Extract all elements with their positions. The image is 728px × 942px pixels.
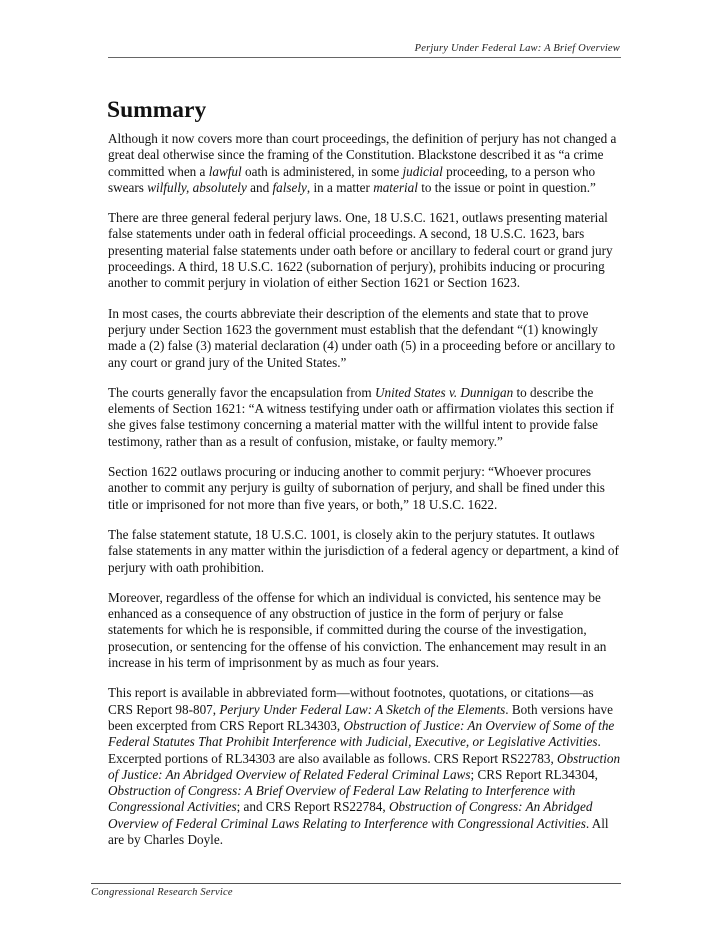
emphasis-judicial: judicial xyxy=(402,163,443,179)
header-rule xyxy=(108,57,621,58)
report-title: Perjury Under Federal Law: A Sketch of the Elements xyxy=(219,701,506,717)
text-run: . Excerpted portions of RL34303 are also available as follows. CRS Report RS22783, xyxy=(108,734,601,766)
paragraph-dunnigan xyxy=(108,385,621,450)
text-run: oath is administered, in some xyxy=(241,163,403,179)
text-run: to the issue or point in question.” xyxy=(417,179,596,195)
case-name: United States v. Dunnigan xyxy=(374,384,514,400)
text-run: proceeding, to a person who swears xyxy=(108,163,596,195)
paragraph-sentence-enhancement: Moreover, regardless of the offense for which an individual is convicted, his sentence may be enhanced as a consequence of any obstruction of justice in the form of perjury or false statements for which he is responsible, if committed during the course of the investigation, prosecution, or sentencing for the offense of his conviction. The enhancement may result in an increase in his term of imprisonment by as much as four years. xyxy=(108,589,607,671)
running-footer: Congressional Research Service xyxy=(91,887,233,898)
text-run: This report is available in abbreviated form—without footnotes, quotations, or citations—as CRS Report 98-807, xyxy=(108,685,594,717)
paragraph-blackstone-definition xyxy=(108,131,621,196)
running-header: Perjury Under Federal Law: A Brief Overview xyxy=(414,43,620,54)
text-run: . Both versions have been excerpted from CRS Report RL34303, xyxy=(108,701,613,733)
report-title: Obstruction of Justice: An Abridged Overview of Related Federal Criminal Laws xyxy=(108,750,621,782)
text-run: ; and CRS Report RS22784, xyxy=(236,799,389,815)
paragraph-section-1623-elements: In most cases, the courts abbreviate their description of the elements and state that to prove perjury under Section 1623 the government must establish that the defendant “(1) knowingly made a (2) false (3) material declaration (4) under oath (5) in a proceeding before or ancillary to any court or grand jury of the United States.” xyxy=(108,305,616,370)
text-run: The courts generally favor the encapsulation from xyxy=(108,384,375,400)
footer-rule xyxy=(91,883,621,884)
emphasis-material: material xyxy=(373,179,418,195)
text-run: to describe the elements of Section 1621: “A witness testifying under oath or affirmation violates this section if she gives false testimony concerning a material matter with the willful intent to provide false testimony, rather than as a result of confusion, mistake, or faulty memory.” xyxy=(108,384,614,449)
emphasis-lawful: lawful xyxy=(208,163,242,179)
text-run: Although it now covers more than court proceedings, the definition of perjury has not changed a great deal otherwise since the framing of the Constitution. Blackstone described it as “a crime committed when a xyxy=(108,131,617,179)
paragraph-section-1622: Section 1622 outlaws procuring or inducing another to commit perjury: “Whoever procures another to commit any perjury is guilty of subornation of perjury, and shall be fined under this title or imprisoned for not more than five years, or both,” 18 U.S.C. 1622. xyxy=(108,464,605,512)
summary-body xyxy=(108,131,621,862)
paragraph-false-statement-statute: The false statement statute, 18 U.S.C. 1001, is closely akin to the perjury statutes. It outlaws false statements in any matter within the jurisdiction of a federal agency or department, a kind of perjury with oath prohibition. xyxy=(108,526,619,575)
section-title: Summary xyxy=(107,97,207,123)
report-title: Obstruction of Justice: An Overview of Some of the Federal Statutes That Prohibit Interference with Judicial, Executive, or Legislative Activities xyxy=(108,717,615,750)
emphasis-wilfully-absolutely: wilfully, absolutely xyxy=(147,179,247,195)
report-title: Obstruction of Congress: An Abridged Overview of Federal Criminal Laws Relating to Interference with Congressional Activities xyxy=(108,799,593,831)
text-run: and xyxy=(246,179,273,195)
emphasis-falsely: falsely xyxy=(272,179,307,195)
paragraph-related-reports xyxy=(108,685,621,848)
paragraph-three-perjury-laws: There are three general federal perjury laws. One, 18 U.S.C. 1621, outlaws presenting material false statements under oath in federal official proceedings. A second, 18 U.S.C. 1623, bars presenting material false statements under oath before or ancillary to federal court or grand jury proceedings. A third, 18 U.S.C. 1622 (subornation of perjury), prohibits inducing or procuring another to commit perjury in violation of either Section 1621 or Section 1623. xyxy=(108,210,613,291)
text-run: ; CRS Report RL34304, xyxy=(470,766,598,782)
text-run: . All are by Charles Doyle. xyxy=(108,815,609,847)
report-title: Obstruction of Congress: A Brief Overview of Federal Law Relating to Interference with Congressional Activities xyxy=(108,783,576,815)
text-run: , in a matter xyxy=(306,179,374,195)
